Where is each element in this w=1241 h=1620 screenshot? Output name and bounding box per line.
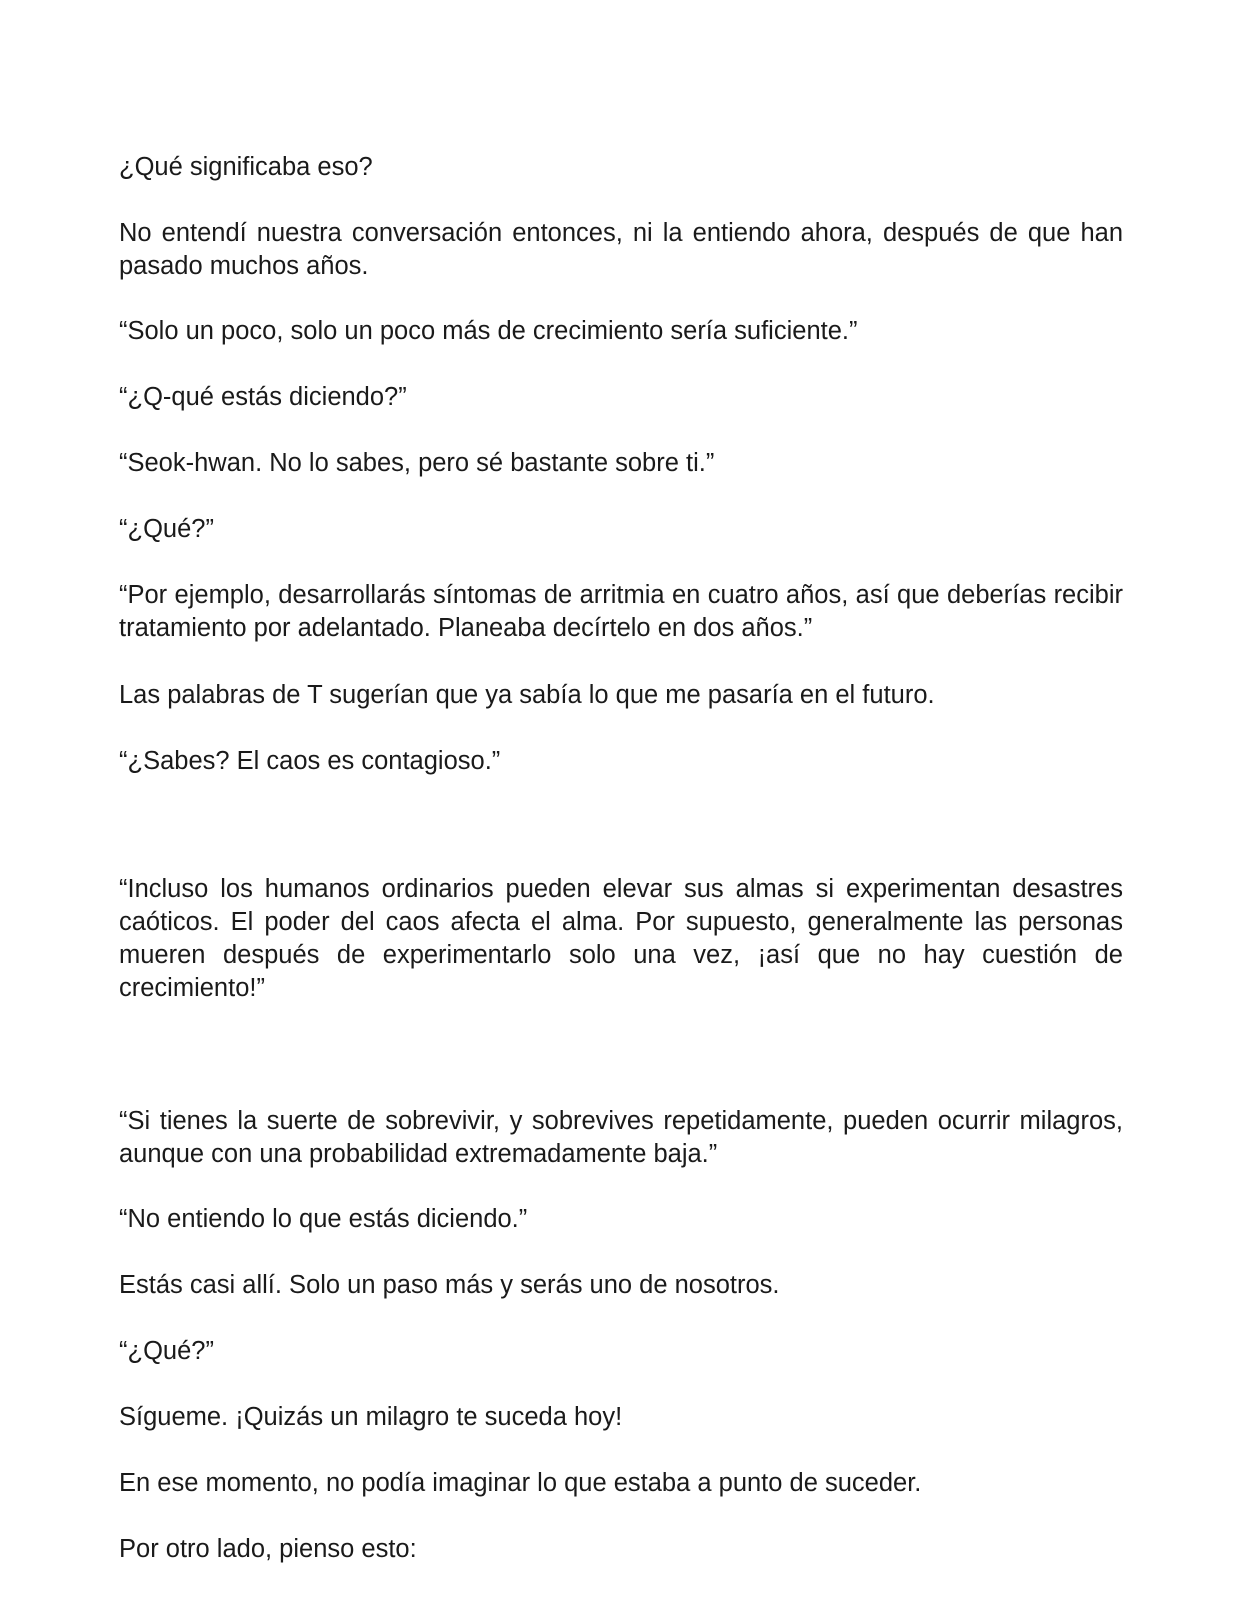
paragraph-6: “¿Qué?” — [119, 515, 214, 543]
paragraph-17: Por otro lado, pienso esto: — [119, 1535, 417, 1563]
paragraph-15: Sígueme. ¡Quizás un milagro te suceda hoy! — [119, 1403, 623, 1431]
paragraph-7: “Por ejemplo, desarrollarás síntomas de arritmia en cuatro años, así que deberías recibir tratamiento por adelantado. Planeaba decírtelo en dos años.” — [119, 581, 1123, 642]
paragraph-13: Estás casi allí. Solo un paso más y serás uno de nosotros. — [119, 1271, 780, 1299]
paragraph-11: “Si tienes la suerte de sobrevivir, y sobrevives repetidamente, pueden ocurrir milagros, aunque con una probabilidad extremadamente baja.” — [119, 1107, 1123, 1168]
paragraph-9: “¿Sabes? El caos es contagioso.” — [119, 747, 501, 775]
paragraph-12: “No entiendo lo que estás diciendo.” — [119, 1205, 528, 1233]
paragraph-16: En ese momento, no podía imaginar lo que estaba a punto de suceder. — [119, 1469, 922, 1497]
paragraph-14: “¿Qué?” — [119, 1337, 214, 1365]
paragraph-8: Las palabras de T sugerían que ya sabía lo que me pasaría en el futuro. — [119, 681, 935, 709]
paragraph-5: “Seok-hwan. No lo sabes, pero sé bastante sobre ti.” — [119, 449, 715, 477]
paragraph-1: ¿Qué significaba eso? — [119, 153, 373, 181]
paragraph-10: “Incluso los humanos ordinarios pueden elevar sus almas si experimentan desastres caóticos. El poder del caos afecta el alma. Por supuesto, generalmente las personas mueren después de experimentarlo solo una vez, ¡así que no hay cuestión de crecimiento!” — [119, 875, 1123, 1002]
paragraph-4: “¿Q-qué estás diciendo?” — [119, 383, 407, 411]
paragraph-3: “Solo un poco, solo un poco más de crecimiento sería suficiente.” — [119, 317, 858, 345]
paragraph-2: No entendí nuestra conversación entonces, ni la entiendo ahora, después de que han pasado muchos años. — [119, 219, 1123, 280]
